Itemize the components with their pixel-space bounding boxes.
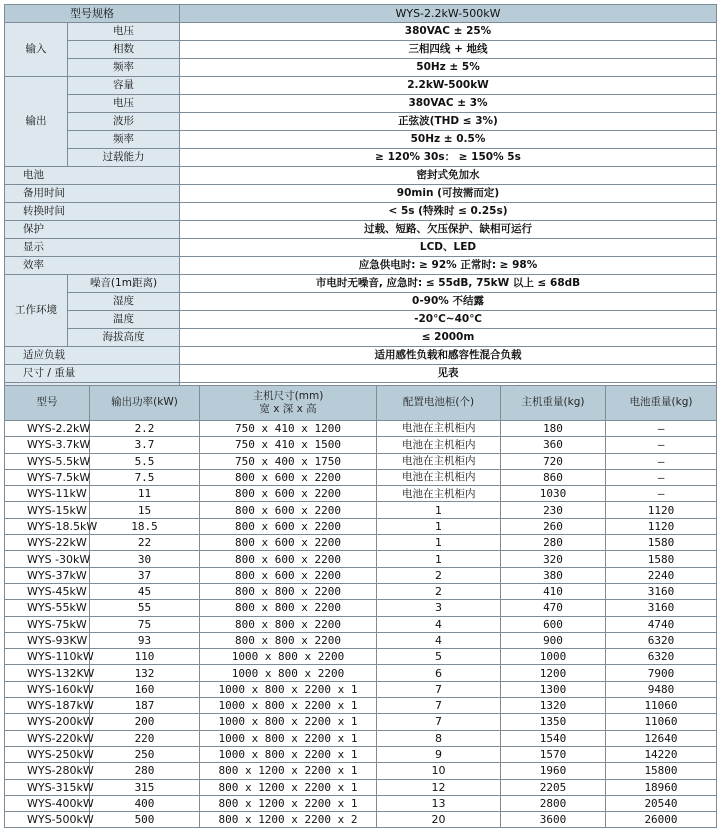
spec-row-label: 备用时间: [5, 185, 180, 203]
size-cell: 800 x 600 x 2200: [200, 535, 377, 551]
battery-weight-cell: 6320: [606, 649, 717, 665]
spec-row-value: 应急供电时: ≥ 92% 正常时: ≥ 98%: [180, 257, 717, 275]
power-cell: 37: [90, 567, 200, 583]
spec-row: [5, 311, 717, 329]
table-row: [5, 453, 717, 469]
cabinet-cell: 电池在主机柜内: [377, 453, 501, 469]
size-cell: 800 x 800 x 2200: [200, 583, 377, 599]
battery-weight-cell: 14220: [606, 746, 717, 762]
cabinet-cell: 1: [377, 535, 501, 551]
spec-row-label: 转换时间: [5, 203, 180, 221]
table-row: [5, 795, 717, 811]
size-cell: 800 x 1200 x 2200 x 1: [200, 795, 377, 811]
model-cell: WYS-3.7kW: [5, 437, 90, 453]
table-row: [5, 698, 717, 714]
host-weight-cell: 1540: [501, 730, 606, 746]
cabinet-cell: 13: [377, 795, 501, 811]
spec-row-value: 正弦波(THD ≤ 3%): [180, 113, 717, 131]
input-group-label: 输入: [5, 23, 68, 77]
spec-row-label: 适应负载: [5, 347, 180, 365]
power-cell: 30: [90, 551, 200, 567]
table-row: [5, 583, 717, 599]
host-weight-cell: 1350: [501, 714, 606, 730]
col-size-header: [200, 386, 377, 421]
spec-row-value: 适用感性负载和感容性混合负载: [180, 347, 717, 365]
host-weight-cell: 180: [501, 421, 606, 437]
size-cell: 750 x 410 x 1200: [200, 421, 377, 437]
spec-row: [5, 347, 717, 365]
battery-weight-cell: —: [606, 453, 717, 469]
battery-weight-cell: 7900: [606, 665, 717, 681]
spec-row-value: -20℃~40℃: [180, 311, 717, 329]
spec-row-label: 频率: [68, 131, 180, 149]
model-cell: WYS-22kW: [5, 535, 90, 551]
power-cell: 132: [90, 665, 200, 681]
spec-row: [5, 131, 717, 149]
size-cell: 1000 x 800 x 2200 x 1: [200, 698, 377, 714]
spec-header-row: [5, 5, 717, 23]
model-cell: WYS-45kW: [5, 583, 90, 599]
spec-row: [5, 365, 717, 383]
table-row: [5, 486, 717, 502]
model-cell: WYS-55kW: [5, 600, 90, 616]
power-cell: 280: [90, 763, 200, 779]
power-cell: 110: [90, 649, 200, 665]
power-cell: 400: [90, 795, 200, 811]
model-cell: WYS -30kW: [5, 551, 90, 567]
table-row: [5, 779, 717, 795]
spec-row: [5, 95, 717, 113]
models-table-body: [5, 421, 717, 828]
table-row: [5, 632, 717, 648]
models-table: [4, 385, 717, 828]
table-row: [5, 763, 717, 779]
table-row: [5, 535, 717, 551]
spec-row: [5, 239, 717, 257]
battery-weight-cell: 3160: [606, 583, 717, 599]
col-size-header-line1: 主机尺寸(mm): [252, 389, 324, 402]
battery-weight-cell: 3160: [606, 600, 717, 616]
col-size-header-line2: 宽 x 深 x 高: [259, 403, 317, 415]
power-cell: 55: [90, 600, 200, 616]
battery-weight-cell: 6320: [606, 632, 717, 648]
battery-weight-cell: 9480: [606, 681, 717, 697]
cabinet-cell: 电池在主机柜内: [377, 421, 501, 437]
model-cell: WYS-5.5kW: [5, 453, 90, 469]
table-row: [5, 518, 717, 534]
table-row: [5, 437, 717, 453]
spec-row-value: ≤ 2000m: [180, 329, 717, 347]
power-cell: 2.2: [90, 421, 200, 437]
host-weight-cell: 1300: [501, 681, 606, 697]
table-row: [5, 421, 717, 437]
spec-row-label: 电池: [5, 167, 180, 185]
battery-weight-cell: 1120: [606, 502, 717, 518]
cabinet-cell: 6: [377, 665, 501, 681]
size-cell: 1000 x 800 x 2200: [200, 665, 377, 681]
battery-weight-cell: 11060: [606, 698, 717, 714]
table-row: [5, 616, 717, 632]
size-cell: 800 x 1200 x 2200 x 1: [200, 763, 377, 779]
spec-row-value: 市电时无噪音, 应急时: ≤ 55dB, 75kW 以上 ≤ 68dB: [180, 275, 717, 293]
model-cell: WYS-280kW: [5, 763, 90, 779]
model-cell: WYS-400kW: [5, 795, 90, 811]
spec-row-label: 湿度: [68, 293, 180, 311]
size-cell: 800 x 600 x 2200: [200, 518, 377, 534]
power-cell: 220: [90, 730, 200, 746]
spec-row: [5, 41, 717, 59]
host-weight-cell: 1030: [501, 486, 606, 502]
battery-weight-cell: 20540: [606, 795, 717, 811]
spec-row-value: 0-90% 不结露: [180, 293, 717, 311]
host-weight-cell: 3600: [501, 812, 606, 828]
spec-row-label: 波形: [68, 113, 180, 131]
model-cell: WYS-2.2kW: [5, 421, 90, 437]
spec-row-value: 2.2kW-500kW: [180, 77, 717, 95]
power-cell: 250: [90, 746, 200, 762]
size-cell: 800 x 600 x 2200: [200, 567, 377, 583]
spec-header-label: 型号规格: [5, 5, 180, 23]
host-weight-cell: 320: [501, 551, 606, 567]
battery-weight-cell: 1580: [606, 535, 717, 551]
size-cell: 800 x 800 x 2200: [200, 616, 377, 632]
model-cell: WYS-110kW: [5, 649, 90, 665]
spec-row-value: 50Hz ± 0.5%: [180, 131, 717, 149]
battery-weight-cell: —: [606, 469, 717, 485]
cabinet-cell: 7: [377, 714, 501, 730]
power-cell: 187: [90, 698, 200, 714]
power-cell: 3.7: [90, 437, 200, 453]
host-weight-cell: 230: [501, 502, 606, 518]
spec-row-value: 380VAC ± 25%: [180, 23, 717, 41]
spec-row-value: 三相四线 + 地线: [180, 41, 717, 59]
size-cell: 800 x 600 x 2200: [200, 502, 377, 518]
power-cell: 93: [90, 632, 200, 648]
cabinet-cell: 9: [377, 746, 501, 762]
spec-row: [5, 149, 717, 167]
host-weight-cell: 2205: [501, 779, 606, 795]
size-cell: 750 x 410 x 1500: [200, 437, 377, 453]
spec-row-label: 保护: [5, 221, 180, 239]
size-cell: 1000 x 800 x 2200 x 1: [200, 714, 377, 730]
spec-row-label: 容量: [68, 77, 180, 95]
table-row: [5, 469, 717, 485]
size-cell: 1000 x 800 x 2200 x 1: [200, 730, 377, 746]
host-weight-cell: 360: [501, 437, 606, 453]
host-weight-cell: 1570: [501, 746, 606, 762]
battery-weight-cell: 1580: [606, 551, 717, 567]
model-cell: WYS-220kW: [5, 730, 90, 746]
battery-weight-cell: 1120: [606, 518, 717, 534]
power-cell: 15: [90, 502, 200, 518]
host-weight-cell: 720: [501, 453, 606, 469]
spec-row-label: 温度: [68, 311, 180, 329]
cabinet-cell: 电池在主机柜内: [377, 437, 501, 453]
model-cell: WYS-315kW: [5, 779, 90, 795]
table-row: [5, 730, 717, 746]
model-cell: WYS-187kW: [5, 698, 90, 714]
host-weight-cell: 380: [501, 567, 606, 583]
cabinet-cell: 5: [377, 649, 501, 665]
spec-row-value: 50Hz ± 5%: [180, 59, 717, 77]
battery-weight-cell: —: [606, 437, 717, 453]
spec-row-value: LCD、LED: [180, 239, 717, 257]
power-cell: 7.5: [90, 469, 200, 485]
spec-row-value: 380VAC ± 3%: [180, 95, 717, 113]
cabinet-cell: 20: [377, 812, 501, 828]
cabinet-cell: 2: [377, 567, 501, 583]
spec-row: [5, 203, 717, 221]
host-weight-cell: 2800: [501, 795, 606, 811]
host-weight-cell: 260: [501, 518, 606, 534]
battery-weight-cell: 15800: [606, 763, 717, 779]
size-cell: 800 x 1200 x 2200 x 2: [200, 812, 377, 828]
spec-row-value: 密封式免加水: [180, 167, 717, 185]
battery-weight-cell: 26000: [606, 812, 717, 828]
model-cell: WYS-250kW: [5, 746, 90, 762]
output-group-label: 输出: [5, 77, 68, 167]
spec-row-label: 显示: [5, 239, 180, 257]
size-cell: 800 x 600 x 2200: [200, 486, 377, 502]
battery-weight-cell: 11060: [606, 714, 717, 730]
col-model-header: 型号: [5, 386, 90, 421]
env-group-label: 工作环境: [5, 275, 68, 347]
power-cell: 200: [90, 714, 200, 730]
model-cell: WYS-7.5kW: [5, 469, 90, 485]
spec-row: [5, 59, 717, 77]
cabinet-cell: 4: [377, 616, 501, 632]
cabinet-cell: 4: [377, 632, 501, 648]
cabinet-cell: 1: [377, 518, 501, 534]
size-cell: 800 x 800 x 2200: [200, 632, 377, 648]
host-weight-cell: 1000: [501, 649, 606, 665]
battery-weight-cell: 2240: [606, 567, 717, 583]
power-cell: 18.5: [90, 518, 200, 534]
host-weight-cell: 1200: [501, 665, 606, 681]
col-battery-weight-header: 电池重量(kg): [606, 386, 717, 421]
model-cell: WYS-11kW: [5, 486, 90, 502]
spec-row-label: 电压: [68, 23, 180, 41]
cabinet-cell: 7: [377, 698, 501, 714]
spec-row-value: 过载、短路、欠压保护、缺相可运行: [180, 221, 717, 239]
spec-row: [5, 23, 717, 41]
model-cell: WYS-18.5kW: [5, 518, 90, 534]
spec-row: [5, 293, 717, 311]
host-weight-cell: 280: [501, 535, 606, 551]
model-cell: WYS-37kW: [5, 567, 90, 583]
col-power-header: 输出功率(kW): [90, 386, 200, 421]
model-cell: WYS-160kW: [5, 681, 90, 697]
cabinet-cell: 1: [377, 502, 501, 518]
host-weight-cell: 410: [501, 583, 606, 599]
spec-row-value: 90min (可按需而定): [180, 185, 717, 203]
host-weight-cell: 860: [501, 469, 606, 485]
spec-row-label: 效率: [5, 257, 180, 275]
table-row: [5, 714, 717, 730]
spec-row-label: 过载能力: [68, 149, 180, 167]
spec-row-label: 噪音(1m距离): [68, 275, 180, 293]
host-weight-cell: 900: [501, 632, 606, 648]
spec-row: [5, 275, 717, 293]
table-row: [5, 551, 717, 567]
battery-weight-cell: 12640: [606, 730, 717, 746]
model-cell: WYS-75kW: [5, 616, 90, 632]
battery-weight-cell: 18960: [606, 779, 717, 795]
table-row: [5, 649, 717, 665]
host-weight-cell: 470: [501, 600, 606, 616]
power-cell: 22: [90, 535, 200, 551]
power-cell: 75: [90, 616, 200, 632]
col-host-weight-header: 主机重量(kg): [501, 386, 606, 421]
spec-table: [4, 4, 717, 401]
power-cell: 315: [90, 779, 200, 795]
size-cell: 800 x 1200 x 2200 x 1: [200, 779, 377, 795]
power-cell: 500: [90, 812, 200, 828]
table-row: [5, 746, 717, 762]
battery-weight-cell: 4740: [606, 616, 717, 632]
power-cell: 5.5: [90, 453, 200, 469]
power-cell: 45: [90, 583, 200, 599]
size-cell: 1000 x 800 x 2200: [200, 649, 377, 665]
cabinet-cell: 电池在主机柜内: [377, 469, 501, 485]
spec-row-label: 频率: [68, 59, 180, 77]
model-cell: WYS-15kW: [5, 502, 90, 518]
cabinet-cell: 3: [377, 600, 501, 616]
spec-table-body: [5, 5, 717, 401]
size-cell: 1000 x 800 x 2200 x 1: [200, 746, 377, 762]
size-cell: 800 x 800 x 2200: [200, 600, 377, 616]
model-cell: WYS-200kW: [5, 714, 90, 730]
size-cell: 1000 x 800 x 2200 x 1: [200, 681, 377, 697]
cabinet-cell: 2: [377, 583, 501, 599]
host-weight-cell: 600: [501, 616, 606, 632]
model-cell: WYS-93KW: [5, 632, 90, 648]
spec-header-value: WYS-2.2kW-500kW: [180, 5, 717, 23]
size-cell: 750 x 400 x 1750: [200, 453, 377, 469]
host-weight-cell: 1960: [501, 763, 606, 779]
cabinet-cell: 电池在主机柜内: [377, 486, 501, 502]
table-row: [5, 502, 717, 518]
cabinet-cell: 10: [377, 763, 501, 779]
table-row: [5, 812, 717, 828]
spec-row-label: 海拔高度: [68, 329, 180, 347]
spec-row-value: < 5s (特殊时 ≤ 0.25s): [180, 203, 717, 221]
models-header-row: [5, 386, 717, 421]
cabinet-cell: 1: [377, 551, 501, 567]
model-cell: WYS-132KW: [5, 665, 90, 681]
table-row: [5, 681, 717, 697]
model-cell: WYS-500kW: [5, 812, 90, 828]
table-row: [5, 567, 717, 583]
spec-row-value: 见表: [180, 365, 717, 383]
table-row: [5, 600, 717, 616]
spec-row: [5, 329, 717, 347]
power-cell: 160: [90, 681, 200, 697]
power-cell: 11: [90, 486, 200, 502]
table-row: [5, 665, 717, 681]
battery-weight-cell: —: [606, 421, 717, 437]
cabinet-cell: 12: [377, 779, 501, 795]
spec-row: [5, 185, 717, 203]
cabinet-cell: 7: [377, 681, 501, 697]
spec-row: [5, 221, 717, 239]
spec-row: [5, 167, 717, 185]
spec-row-value: ≥ 120% 30s： ≥ 150% 5s: [180, 149, 717, 167]
spec-row: [5, 257, 717, 275]
spec-row-label: 电压: [68, 95, 180, 113]
col-cabinet-header: 配置电池柜(个): [377, 386, 501, 421]
spec-row-label: 相数: [68, 41, 180, 59]
spec-row: [5, 77, 717, 95]
spec-row: [5, 113, 717, 131]
battery-weight-cell: —: [606, 486, 717, 502]
size-cell: 800 x 600 x 2200: [200, 469, 377, 485]
size-cell: 800 x 600 x 2200: [200, 551, 377, 567]
cabinet-cell: 8: [377, 730, 501, 746]
spec-row-label: 尺寸 / 重量: [5, 365, 180, 383]
host-weight-cell: 1320: [501, 698, 606, 714]
